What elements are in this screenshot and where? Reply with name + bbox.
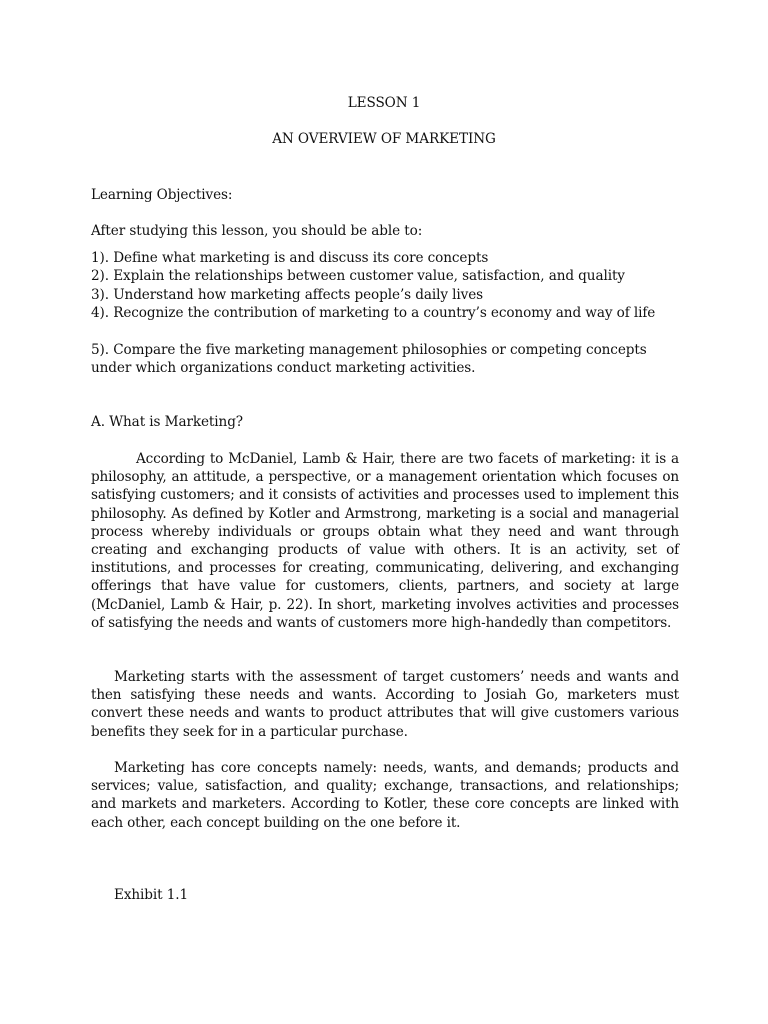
body-paragraph: Marketing has core concepts namely: needs, wants, and demands; products and services; value, satisfaction, and quality; exchange, transactions, and relationships; and markets and marketers. According to Kotler, these core concepts are linked with each other, each concept building on the one before it. (91, 760, 679, 831)
body-paragraph: Marketing starts with the assessment of target customers’ needs and wants and then satisfying these needs and wants. According to Josiah Go, marketers must convert these needs and wants to product attributes that will give customers various benefits they seek for in a particular purchase. (91, 669, 679, 740)
objective-item: 1). Define what marketing is and discuss its core concepts (91, 250, 489, 266)
objective-item: 2). Explain the relationships between customer value, satisfaction, and quality (91, 268, 625, 284)
objective-item: 3). Understand how marketing affects people’s daily lives (91, 287, 484, 303)
lesson-number: LESSON 1 (347, 95, 421, 111)
exhibit-label: Exhibit 1.1 (114, 887, 189, 903)
lesson-title: AN OVERVIEW OF MARKETING (272, 131, 496, 147)
body-paragraph: According to McDaniel, Lamb & Hair, there are two facets of marketing: it is a philosophy, an attitude, a perspective, or a management orientation which focuses on satisfying customers; and it consists of activities and processes used to implement this philosophy. As defined by Kotler and Armstrong, marketing is a social and managerial process whereby individuals or groups obtain what they need and want through creating and exchanging products of value with others. It is an activity, set of institutions, and processes for creating, communicating, delivering, and exchanging offerings that have value for customers, clients, partners, and society at large (McDaniel, Lamb & Hair, p. 22). In short, marketing involves activities and processes of satisfying the needs and wants of customers more high-handedly than competitors. (91, 451, 679, 631)
objective-item: 4). Recognize the contribution of marketing to a country’s economy and way of life (91, 305, 656, 321)
objectives-intro: After studying this lesson, you should be able to: (91, 223, 423, 239)
objective-item: 5). Compare the five marketing management philosophies or competing concepts under which organizations conduct marketing activities. (91, 342, 647, 377)
objectives-heading: Learning Objectives: (91, 187, 233, 203)
section-a-heading: A. What is Marketing? (91, 414, 243, 430)
